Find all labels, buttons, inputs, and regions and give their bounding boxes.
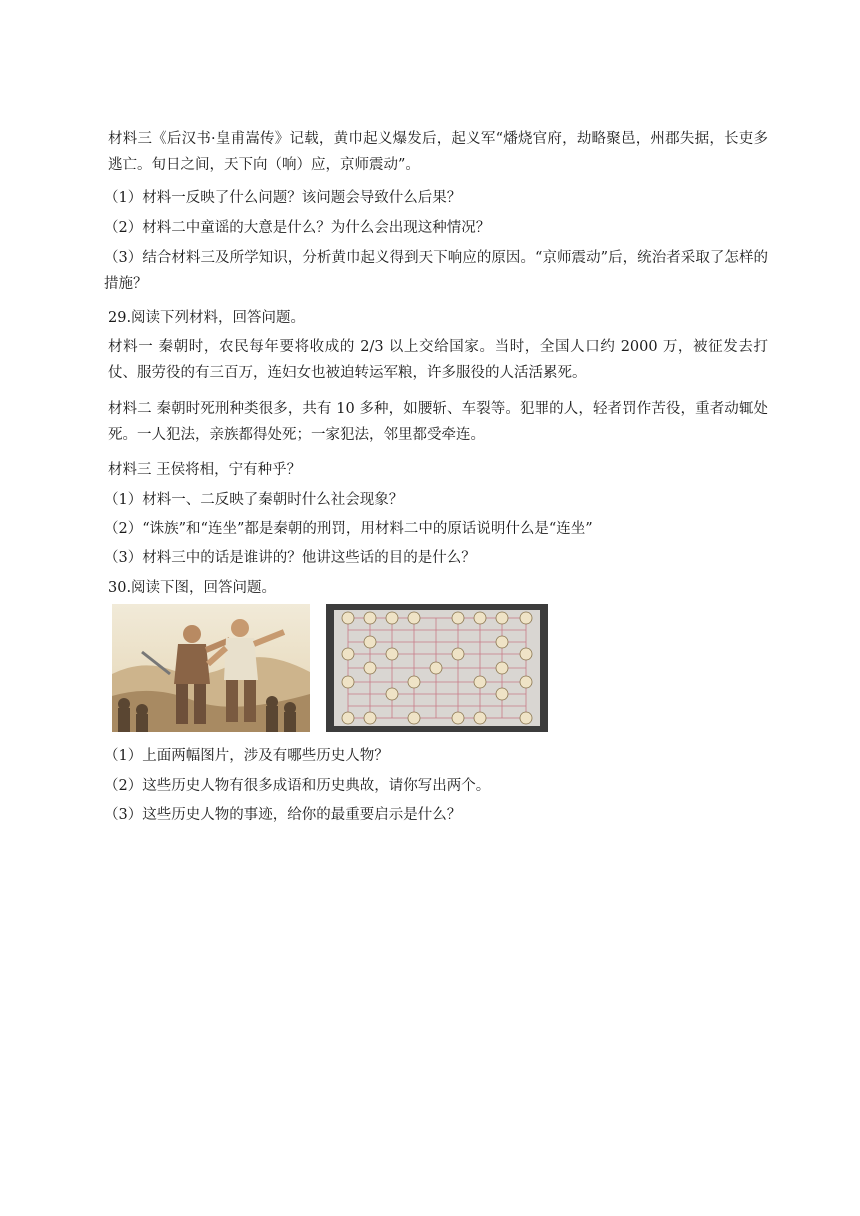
q30-title: 30.阅读下图，回答问题。 [108, 580, 277, 596]
q28-sub1: （1）材料一反映了什么问题？该问题会导致什么后果？ [104, 190, 462, 206]
q30-sub3: （3）这些历史人物的事迹，给你的最重要启示是什么？ [104, 807, 462, 823]
q29-sub1: （1）材料一、二反映了秦朝时什么社会现象？ [104, 492, 404, 508]
q28-sub3: （3）结合材料三及所学知识，分析黄巾起义得到天下响应的原因。“京师震动”后，统治者采取了怎样的措施？ [104, 250, 768, 292]
q30-sub2: （2）这些历史人物有很多成语和历史典故，请你写出两个。 [104, 778, 491, 794]
q29-material1: 材料一 秦朝时，农民每年要将收成的 2/3 以上交给国家。当时，全国人口约 2000 万，被征发去打仗、服劳役的有三百万，连妇女也被迫转运军粮，许多服役的人活活累死。 [108, 339, 768, 381]
q29-sub2: （2）“诛族”和“连坐”都是秦朝的刑罚，用材料二中的原话说明什么是“连坐” [104, 521, 593, 537]
q28-sub2: （2）材料二中童谣的大意是什么？为什么会出现这种情况？ [104, 220, 491, 236]
uprising-painting-image [112, 604, 310, 732]
material-3-huangjin: 材料三《后汉书·皇甫嵩传》记载，黄巾起义爆发后，起义军“燔烧官府，劫略聚邑，州郡失据，长吏多逃亡。旬日之间，天下向（响）应，京师震动”。 [108, 131, 768, 173]
q29-material2: 材料二 秦朝时死刑种类很多，共有 10 多种，如腰斩、车裂等。犯罪的人，轻者罚作苦役，重者动辄处死。一人犯法，亲族都得处死；一家犯法，邻里都受牵连。 [108, 401, 768, 443]
q29-material3: 材料三 王侯将相，宁有种乎？ [108, 462, 302, 478]
q29-sub3: （3）材料三中的话是谁讲的？他讲这些话的目的是什么？ [104, 550, 476, 566]
q29-title: 29.阅读下列材料，回答问题。 [108, 310, 306, 326]
chinese-chess-board-image [326, 604, 548, 732]
q30-sub1: （1）上面两幅图片，涉及有哪些历史人物？ [104, 748, 389, 764]
